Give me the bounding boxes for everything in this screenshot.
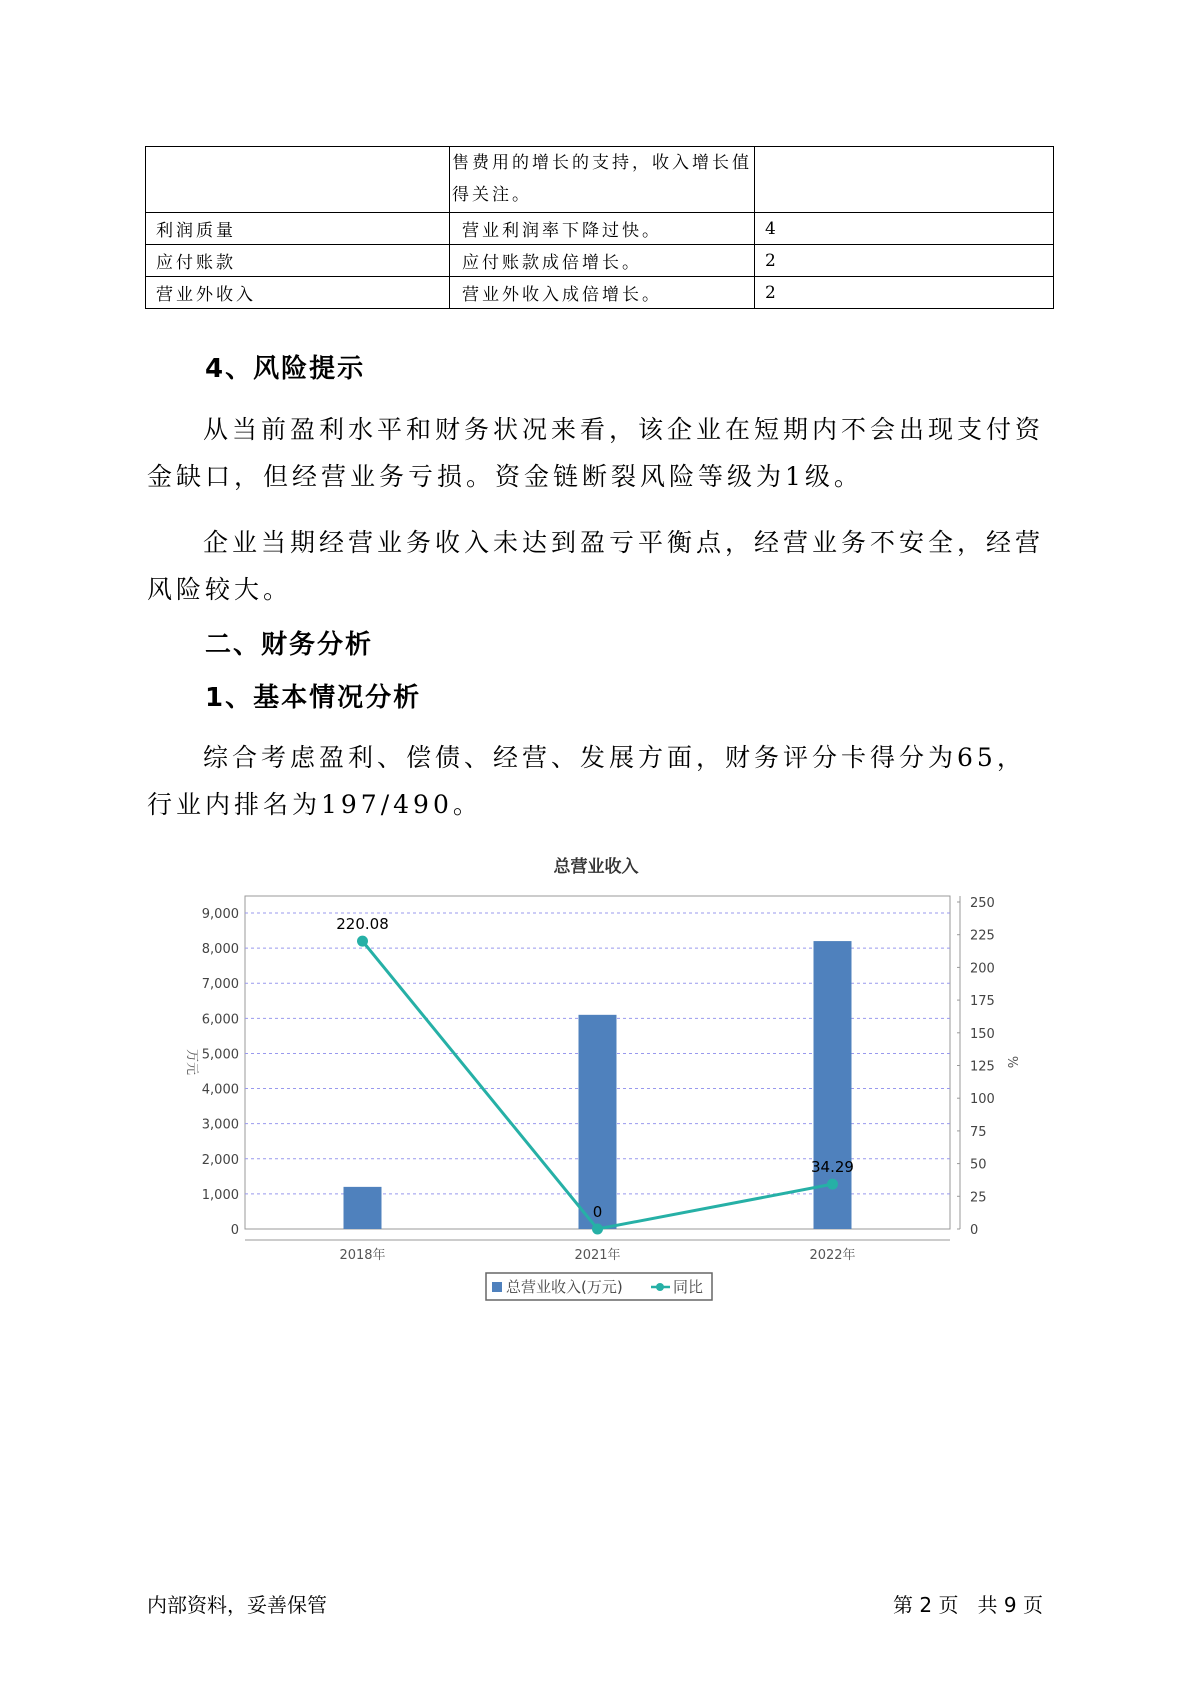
left-tick-label: 8,000 [201,942,239,958]
left-tick-label: 6,000 [201,1012,239,1028]
left-tick-label: 9,000 [201,907,239,922]
x-axis-labels [339,1247,855,1263]
right-tick-label: 100 [970,1092,995,1108]
legend-line-marker [656,1283,664,1291]
data-label: 0 [592,1203,603,1221]
table-row [146,213,1054,245]
table-cell-score [755,147,1054,213]
left-tick-label: 1,000 [201,1187,239,1203]
right-tick-label: 0 [970,1223,979,1238]
line-point [592,1224,603,1235]
table-cell-item: 营业外收入 [146,277,450,309]
legend-line-label: 同比 [673,1278,704,1296]
table-cell-score: 2 [755,277,1054,309]
table-cell-desc [450,147,755,213]
data-label: 34.29 [811,1158,854,1177]
subheading-basic-analysis: 1、基本情况分析 [205,683,422,713]
table-cell-item [146,147,450,213]
right-tick-label: 150 [970,1026,995,1042]
left-tick-label: 2,000 [201,1152,239,1168]
table-cell-item: 应付账款 [146,245,450,277]
footer-page-number: 第 2 页 共 9 页 [893,1593,1043,1617]
right-tick-label: 200 [970,961,995,977]
table-cell-desc: 应付账款成倍增长。 [450,245,755,277]
table-cell-desc: 营业利润率下降过快。 [450,213,755,245]
data-label: 220.08 [336,915,389,934]
left-tick-label: 7,000 [201,977,239,993]
table-cell-desc: 营业外收入成倍增长。 [450,277,755,309]
risk-table [145,146,1054,309]
x-tick-label: 2022年 [809,1248,856,1263]
paragraph-risk-2: 企业当期经营业务收入未达到盈亏平衡点，经营业务不安全，经营风险较大。 [147,528,1045,604]
section-heading-finance: 二、财务分析 [205,630,374,660]
right-tick-label: 125 [970,1059,995,1075]
paragraph-risk-1: 从当前盈利水平和财务状况来看，该企业在短期内不会出现支付资金缺口，但经营业务亏损。资金链断裂风险等级为1级。 [147,415,1045,491]
bar [579,1015,617,1229]
table-cell-score: 4 [755,213,1054,245]
line-point [357,936,368,947]
revenue-chart [0,840,1191,1320]
left-tick-label: 3,000 [201,1117,239,1133]
right-tick-label: 25 [970,1190,987,1206]
table-row [146,245,1054,277]
legend-bar-swatch [492,1282,502,1292]
x-tick-label: 2021年 [574,1248,621,1263]
left-tick-label: 5,000 [201,1047,239,1063]
table-row [146,277,1054,309]
line-point [827,1179,838,1190]
footer-left: 内部资料，妥善保管 [147,1593,327,1617]
right-tick-label: 175 [970,994,995,1010]
chart-title: 总营业收入 [553,857,639,877]
right-tick-label: 225 [970,928,995,944]
table-cell-desc-line: 得关注。 [452,185,532,205]
table-cell-item: 利润质量 [146,213,450,245]
left-axis-label: 万元 [184,1048,199,1076]
right-axis-label: % [1004,1055,1019,1069]
right-tick-label: 50 [970,1157,987,1173]
table-cell-score: 2 [755,245,1054,277]
right-axis [957,896,995,1238]
x-tick-label: 2018年 [339,1248,386,1263]
left-tick-label: 4,000 [201,1082,239,1098]
right-tick-label: 75 [970,1124,987,1140]
right-tick-label: 250 [970,896,995,911]
table-cell-desc-line: 售费用的增长的支持，收入增长值 [452,153,752,173]
legend-bar-label: 总营业收入(万元) [506,1278,623,1296]
left-tick-label: 0 [230,1223,239,1238]
bar [344,1187,382,1229]
paragraph-basic-analysis: 综合考虑盈利、偿债、经营、发展方面，财务评分卡得分为65，行业内排名为197/490。 [147,743,1026,819]
left-axis [202,907,239,1238]
table-row [146,147,1054,213]
chart-legend [486,1273,712,1300]
section-heading-risk: 4、风险提示 [205,354,366,384]
